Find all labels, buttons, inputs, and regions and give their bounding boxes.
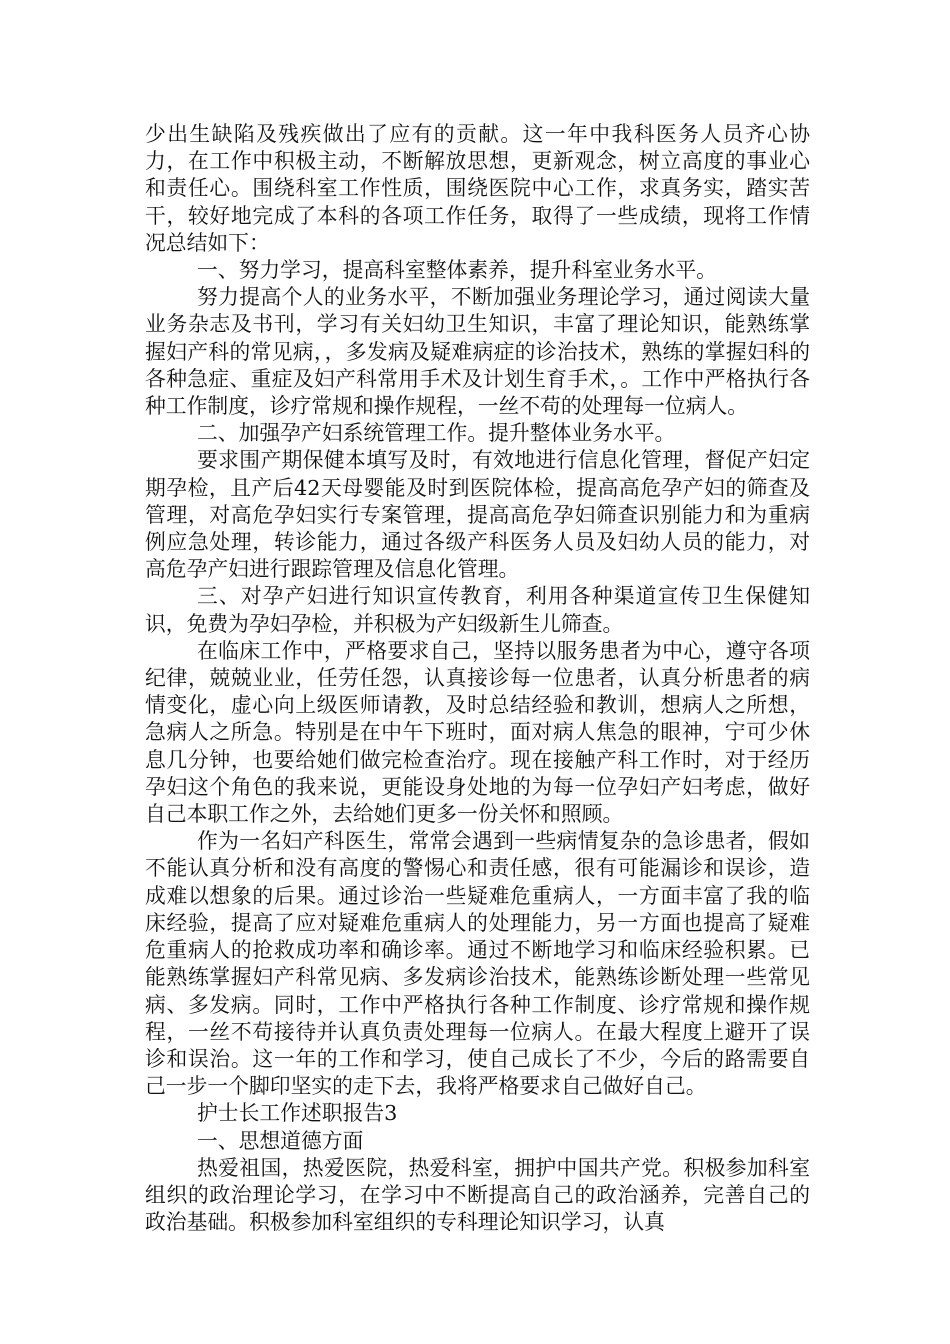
section-heading-2: 二、加强孕产妇系统管理工作。提升整体业务水平。: [197, 421, 676, 446]
section-heading-1: 一、努力学习，提高科室整体素养，提升科室业务水平。: [197, 258, 717, 283]
paragraph-intro: 少出生缺陷及残疾做出了应有的贡献。这一年中我科医务人员齐心协力，在工作中积极主动，不断解放思想，更新观念，树立高度的事业心和责任心。围绕科室工作性质，围绕医院中心工作，求真务实，踏实苦干，较好地完成了本科的各项工作任务，取得了一些成绩，现将工作情况总结如下：: [145, 122, 810, 255]
paragraph-doctor: 作为一名妇产科医生，常常会遇到一些病情复杂的急诊患者，假如不能认真分析和没有高度的警惕心和责任感，很有可能漏诊和误诊，造成难以想象的后果。通过诊治一些疑难危重病人，一方面丰富了我的临床经验，提高了应对疑难危重病人的处理能力，另一方面也提高了疑难危重病人的抢救成功率和确诊率。通过不断地学习和临床经验积累。已能熟练掌握妇产科常见病、多发病诊治技术，能熟练诊断处理一些常见病、多发病。同时，工作中严格执行各种工作制度、诊疗常规和操作规程，一丝不苟接待并认真负责处理每一位病人。在最大程度上避开了误诊和误治。这一年的工作和学习，使自己成长了不少，今后的路需要自己一步一个脚印坚实的走下去，我将严格要求自己做好自己。: [145, 829, 810, 1099]
paragraph-management: 要求围产期保健本填写及时，有效地进行信息化管理，督促产妇定期孕检，且产后42天母婴能及时到医院体检，提高高危孕产妇的筛查及管理，对高危孕妇实行专案管理，提高高危孕妇筛查识别能力和为重病例应急处理，转诊能力，通过各级产科医务人员及妇幼人员的能力，对高危孕产妇进行跟踪管理及信息化管理。: [145, 448, 810, 582]
section-heading-3: 三、对孕产妇进行知识宣传教育，利用各种渠道宣传卫生保健知识，免费为孕妇孕检，并积极为产妇级新生儿筛查。: [145, 584, 810, 636]
paragraph-clinical: 在临床工作中，严格要求自己，坚持以服务患者为中心，遵守各项纪律，兢兢业业，任劳任怨，认真接诊每一位患者，认真分析患者的病情变化，虚心向上级医师请教，及时总结经验和教训，想病人之所想，急病人之所急。特别是在中午下班时，面对病人焦急的眼神，宁可少休息几分钟，也要给她们做完检查治疗。现在接触产科工作时，对于经历孕妇这个角色的我来说，更能设身处地的为每一位孕妇产妇考虑，做好自己本职工作之外，去给她们更多一份关怀和照顾。: [145, 638, 810, 827]
paragraph-study: 努力提高个人的业务水平，不断加强业务理论学习，通过阅读大量业务杂志及书刊，学习有关妇幼卫生知识，丰富了理论知识，能熟练掌握妇产科的常见病，，多发病及疑难病症的诊治技术，熟练的掌握妇科的各种急症、重症及妇产科常用手术及计划生育手术，。工作中严格执行各种工作制度，诊疗常规和操作规程，一丝不苟的处理每一位病人。: [145, 285, 810, 419]
paragraph-ethics: 热爱祖国，热爱医院，热爱科室，拥护中国共产党。积极参加科室组织的政治理论学习，在学习中不断提高自己的政治涵养，完善自己的政治基础。积极参加科室组织的专科理论知识学习，认真: [145, 1155, 810, 1235]
document-body: [145, 121, 810, 1236]
section-heading-ethics: 一、思想道德方面: [197, 1128, 364, 1153]
report-title: 护士长工作述职报告3: [197, 1101, 398, 1126]
